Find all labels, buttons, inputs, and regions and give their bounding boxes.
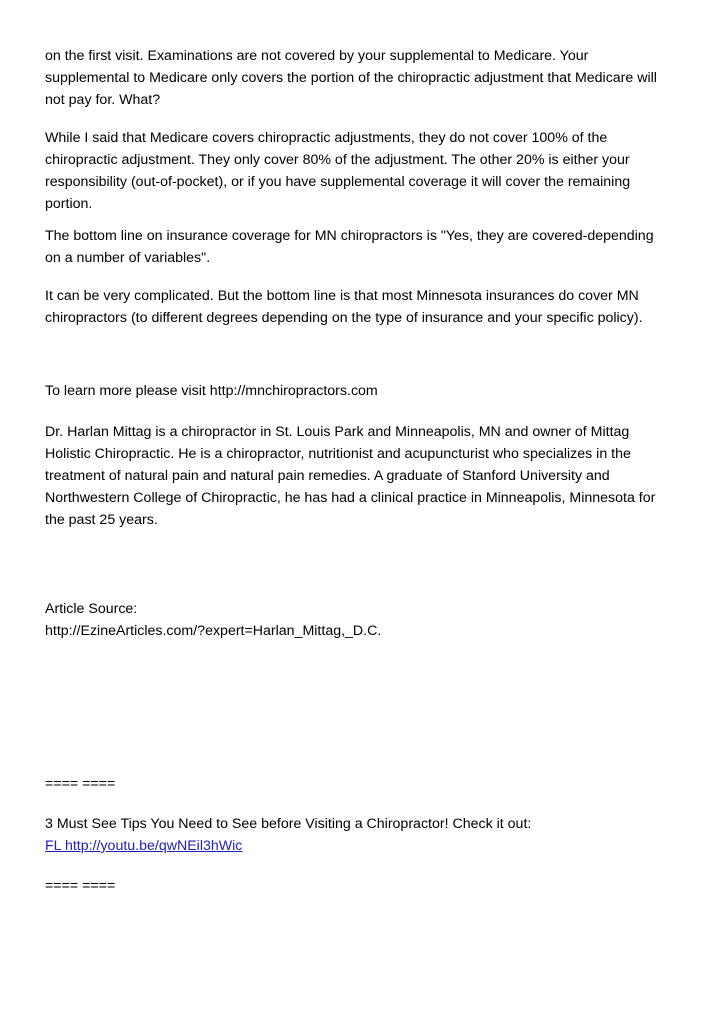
text-line: Northwestern College of Chiropractic, he has had a clinical practice in Minneapolis, Minnesota for (45, 490, 656, 506)
text-line: It can be very complicated. But the bottom line is that most Minnesota insurances do cover MN (45, 288, 639, 304)
text-line: While I said that Medicare covers chiropractic adjustments, they do not cover 100% of the (45, 130, 608, 146)
text-line: on a number of variables". (45, 250, 211, 266)
article-source-label: Article Source: (45, 601, 138, 617)
text-line: chiropractic adjustment. They only cover 80% of the adjustment. The other 20% is either your (45, 152, 630, 168)
text-line: chiropractors (to different degrees depending on the type of insurance and your specific policy). (45, 310, 643, 326)
separator-top (45, 773, 695, 795)
tips-link[interactable]: FL http://youtu.be/qwNEil3hWic (45, 838, 243, 854)
learn-more-line: To learn more please visit http://mnchiropractors.com (45, 383, 378, 399)
text-line: responsibility (out-of-pocket), or if you have supplemental coverage it will cover the remaining (45, 174, 631, 190)
separator-text: ==== ==== (45, 878, 116, 894)
paragraph-complicated (45, 285, 695, 329)
separator-bottom (45, 875, 695, 897)
text-line: the past 25 years. (45, 512, 158, 528)
tips-section (45, 813, 695, 857)
text-line: portion. (45, 196, 93, 212)
article-source (45, 598, 695, 642)
text-line: not pay for. What? (45, 92, 161, 108)
paragraph-medicare-coverage (45, 127, 695, 215)
learn-more-text (45, 380, 695, 402)
text-line: Holistic Chiropractic. He is a chiropractor, nutritionist and acupuncturist who specializes in the (45, 446, 631, 462)
text-line: supplemental to Medicare only covers the portion of the chiropractic adjustment that Medicare will (45, 70, 657, 86)
separator-text: ==== ==== (45, 776, 116, 792)
tips-text: 3 Must See Tips You Need to See before Visiting a Chiropractor! Check it out: (45, 816, 532, 832)
text-line: on the first visit. Examinations are not covered by your supplemental to Medicare. Your (45, 48, 589, 64)
paragraph-medicare-supplemental (45, 45, 695, 111)
text-line: Dr. Harlan Mittag is a chiropractor in St. Louis Park and Minneapolis, MN and owner of Mittag (45, 424, 630, 440)
paragraph-bottom-line (45, 225, 695, 269)
article-source-url: http://EzineArticles.com/?expert=Harlan_Mittag,_D.C. (45, 623, 382, 639)
text-line: The bottom line on insurance coverage for MN chiropractors is "Yes, they are covered-depending (45, 228, 654, 244)
author-bio (45, 421, 695, 531)
text-line: treatment of natural pain and natural pain remedies. A graduate of Stanford University and (45, 468, 610, 484)
